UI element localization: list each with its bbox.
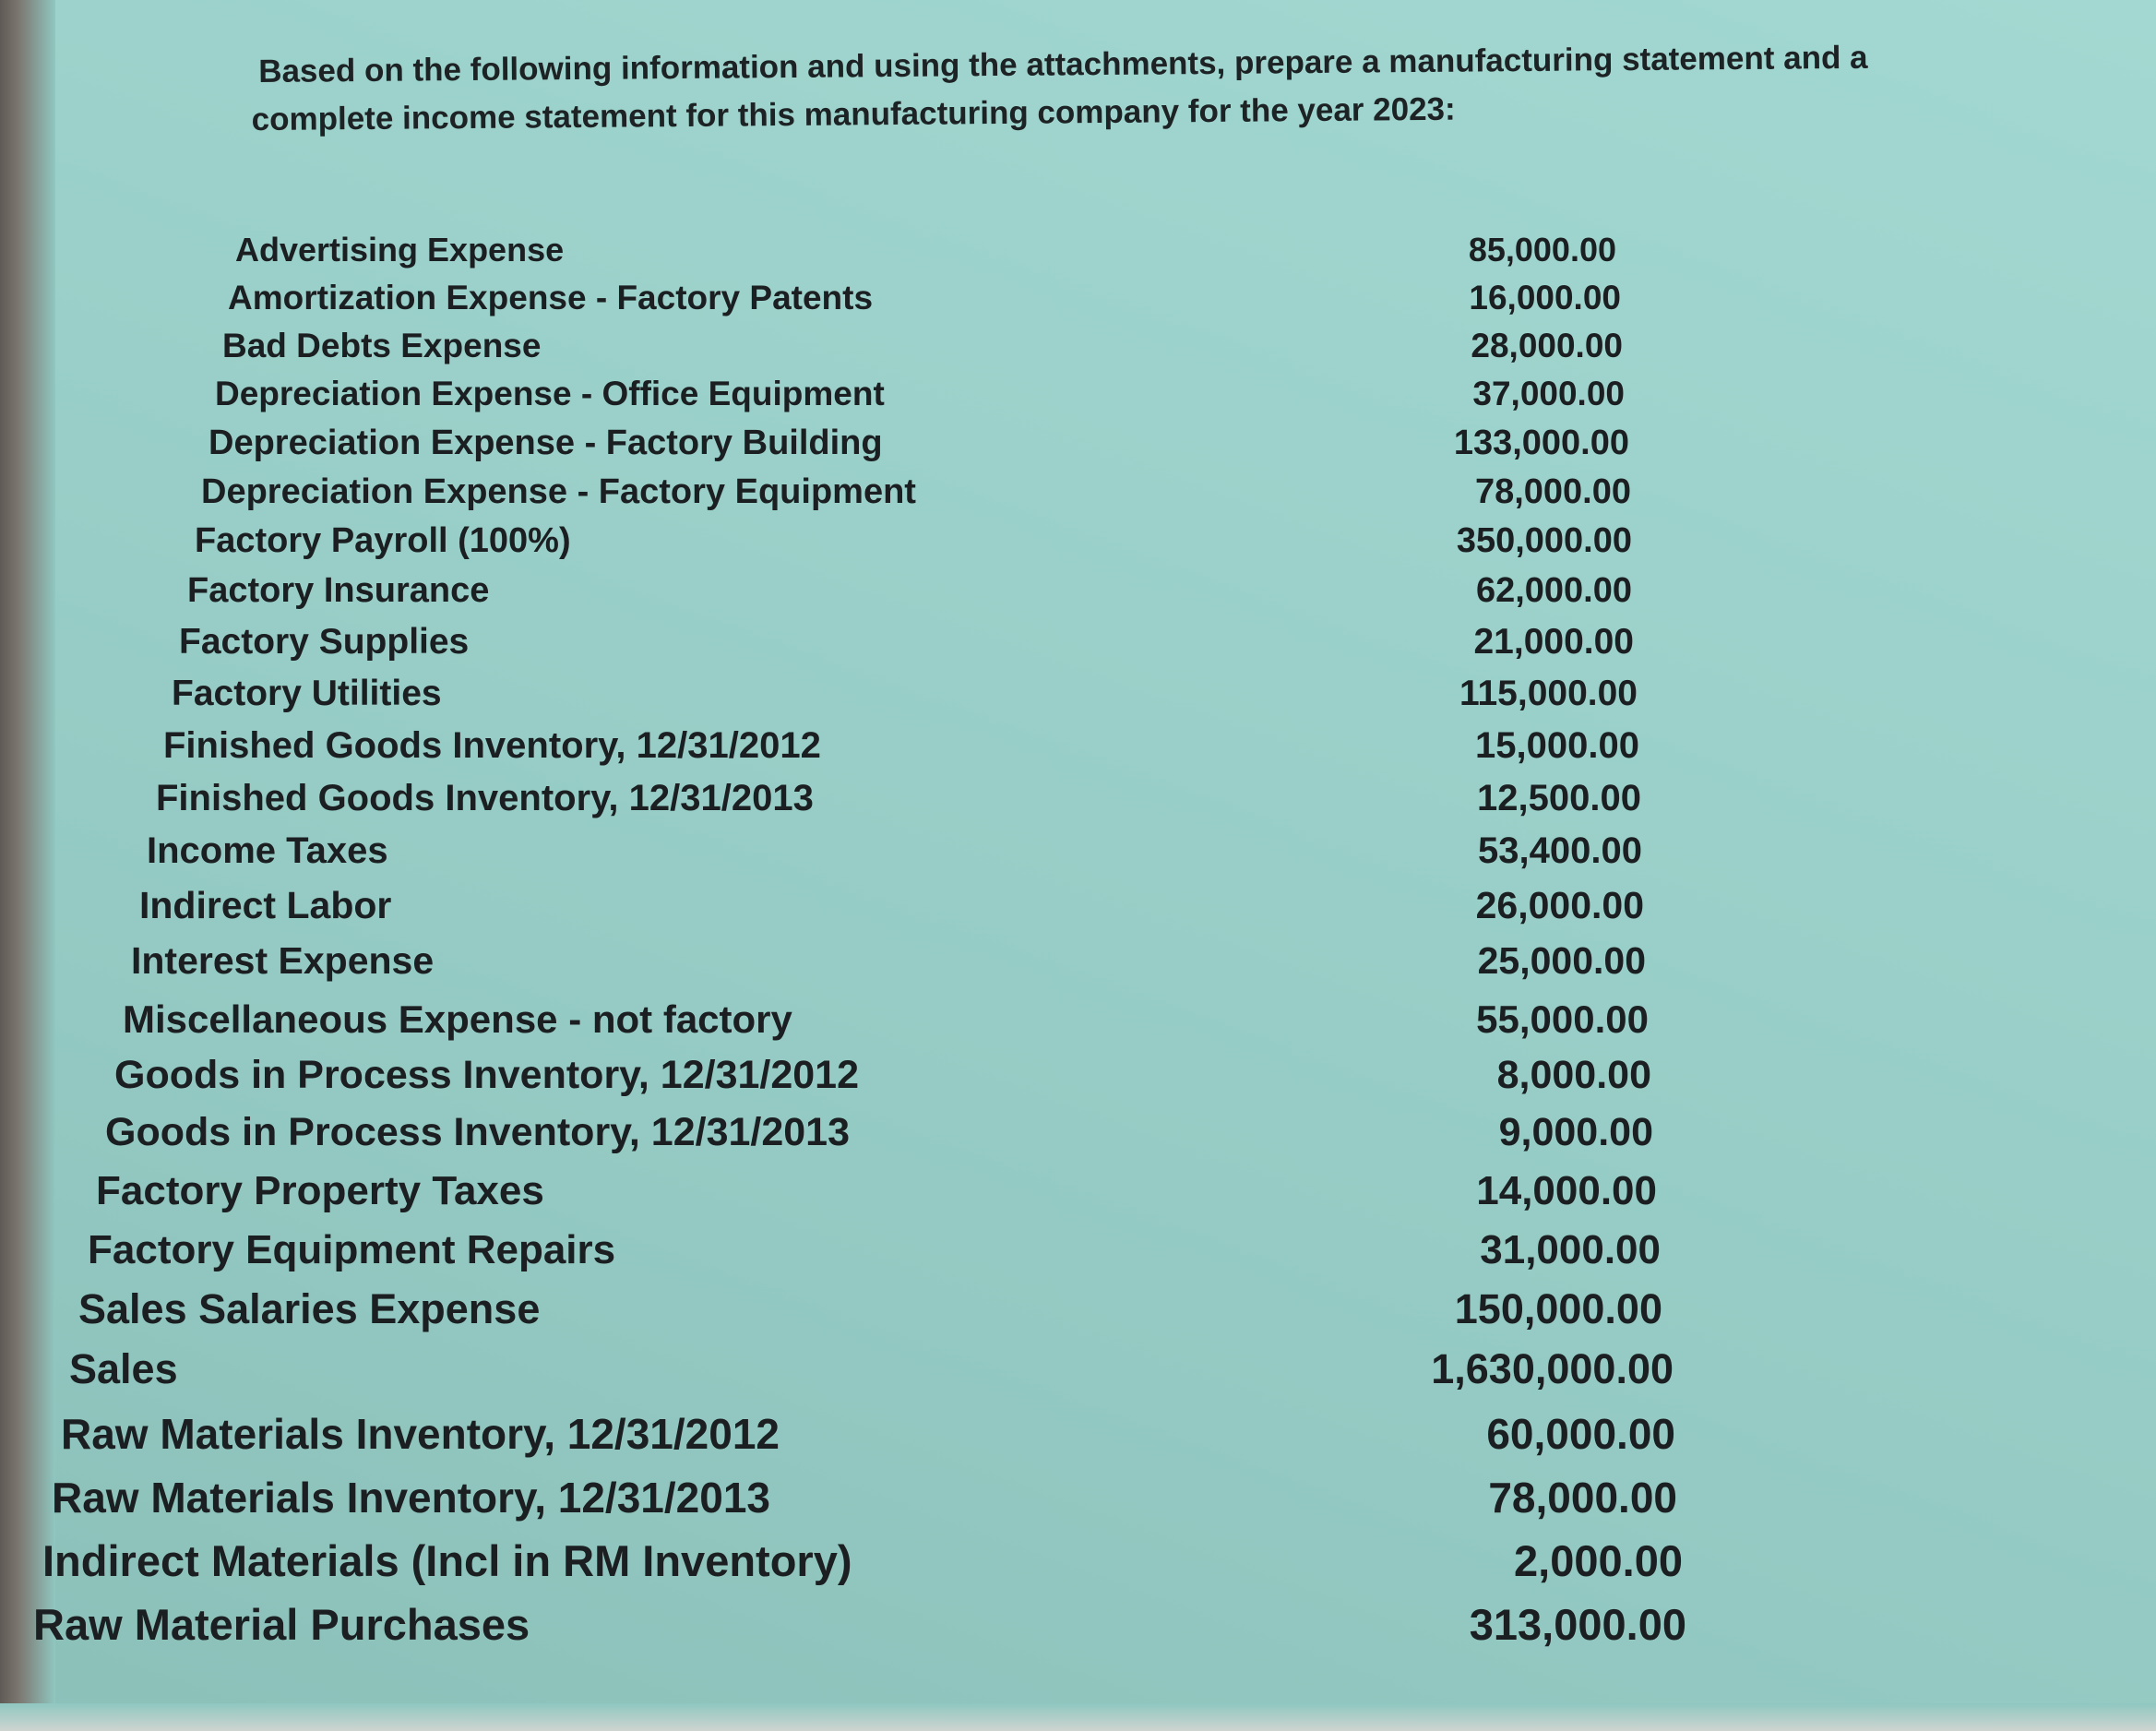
account-row (0, 1168, 2156, 1224)
account-amount: 350,000.00 (1456, 521, 1632, 560)
account-label: Bad Debts Expense (222, 327, 542, 364)
instructions-paragraph (251, 32, 2012, 144)
instructions-line-1: Based on the following information and using the attachments, prepare a manufacturing statement and a (258, 39, 1868, 90)
account-amount: 115,000.00 (1459, 674, 1638, 713)
account-label: Depreciation Expense - Office Equipment (215, 375, 885, 412)
account-label: Miscellaneous Expense - not factory (123, 997, 792, 1041)
account-amount: 28,000.00 (1471, 327, 1623, 364)
account-label: Depreciation Expense - Factory Equipment (201, 472, 916, 511)
account-row (0, 725, 2156, 781)
account-row (0, 1227, 2156, 1283)
account-amount: 37,000.00 (1472, 375, 1625, 412)
account-row (0, 622, 2156, 677)
account-amount: 60,000.00 (1486, 1410, 1675, 1458)
account-label: Factory Utilities (172, 674, 442, 713)
account-row (0, 231, 2156, 286)
account-row (0, 472, 2156, 528)
account-amount: 21,000.00 (1473, 622, 1634, 662)
account-row (0, 939, 2156, 995)
account-label: Sales Salaries Expense (78, 1285, 541, 1332)
account-label: Factory Supplies (179, 622, 470, 662)
account-label: Interest Expense (131, 939, 435, 982)
account-label: Finished Goods Inventory, 12/31/2013 (156, 778, 814, 818)
account-label: Advertising Expense (235, 231, 565, 269)
account-label: Depreciation Expense - Factory Building (208, 424, 883, 462)
account-label: Indirect Labor (139, 884, 392, 926)
account-label: Factory Equipment Repairs (88, 1227, 616, 1272)
account-label: Factory Payroll (100%) (195, 521, 571, 560)
account-row (0, 1345, 2156, 1401)
account-amount: 12,500.00 (1477, 778, 1641, 818)
account-row (0, 571, 2156, 627)
account-label: Sales (69, 1345, 178, 1392)
account-label: Indirect Materials (Incl in RM Inventory) (42, 1536, 852, 1585)
account-label: Factory Insurance (187, 571, 490, 610)
account-label: Income Taxes (147, 830, 388, 871)
account-label: Raw Materials Inventory, 12/31/2013 (52, 1474, 770, 1522)
instructions-line-2: complete income statement for this manufacturing company for the year 2023: (251, 90, 1456, 138)
account-amount: 2,000.00 (1514, 1536, 1683, 1585)
account-row (0, 375, 2156, 430)
account-row (0, 830, 2156, 886)
account-amount: 16,000.00 (1469, 279, 1621, 316)
account-row (0, 674, 2156, 729)
account-row (0, 778, 2156, 833)
account-amount: 8,000.00 (1496, 1053, 1651, 1097)
account-row (0, 327, 2156, 382)
account-row (0, 1409, 2156, 1464)
account-amount: 78,000.00 (1488, 1474, 1677, 1522)
account-amount: 9,000.00 (1498, 1110, 1653, 1154)
account-amount: 15,000.00 (1475, 725, 1639, 766)
account-row (0, 521, 2156, 577)
account-amount: 26,000.00 (1475, 884, 1644, 926)
account-label: Finished Goods Inventory, 12/31/2012 (163, 725, 821, 766)
account-amount: 14,000.00 (1476, 1168, 1657, 1213)
account-amount: 313,000.00 (1469, 1600, 1686, 1649)
account-amount: 133,000.00 (1453, 424, 1629, 462)
account-amount: 25,000.00 (1477, 939, 1646, 982)
account-amount: 78,000.00 (1474, 472, 1631, 511)
account-amount: 85,000.00 (1468, 231, 1616, 269)
account-row (0, 1053, 2156, 1108)
account-row (0, 1535, 2156, 1591)
account-amount: 150,000.00 (1454, 1285, 1662, 1332)
account-row (0, 1110, 2156, 1165)
account-label: Raw Material Purchases (33, 1600, 530, 1649)
account-row (0, 1285, 2156, 1341)
account-label: Goods in Process Inventory, 12/31/2013 (105, 1110, 851, 1154)
account-label: Raw Materials Inventory, 12/31/2012 (61, 1410, 780, 1458)
account-row (0, 1473, 2156, 1528)
account-amount: 55,000.00 (1476, 997, 1649, 1041)
account-label: Factory Property Taxes (96, 1168, 544, 1213)
account-amount: 53,400.00 (1478, 830, 1642, 871)
account-row (0, 997, 2156, 1053)
account-row (0, 424, 2156, 479)
account-amount: 1,630,000.00 (1431, 1345, 1674, 1392)
account-label: Goods in Process Inventory, 12/31/2012 (114, 1053, 860, 1097)
account-row (0, 884, 2156, 939)
account-amount: 31,000.00 (1480, 1227, 1661, 1272)
account-label: Amortization Expense - Factory Patents (228, 279, 874, 316)
account-row (0, 279, 2156, 334)
account-amount: 62,000.00 (1475, 571, 1632, 610)
desk-edge-bottom (0, 1703, 2156, 1731)
account-row (0, 1599, 2156, 1654)
